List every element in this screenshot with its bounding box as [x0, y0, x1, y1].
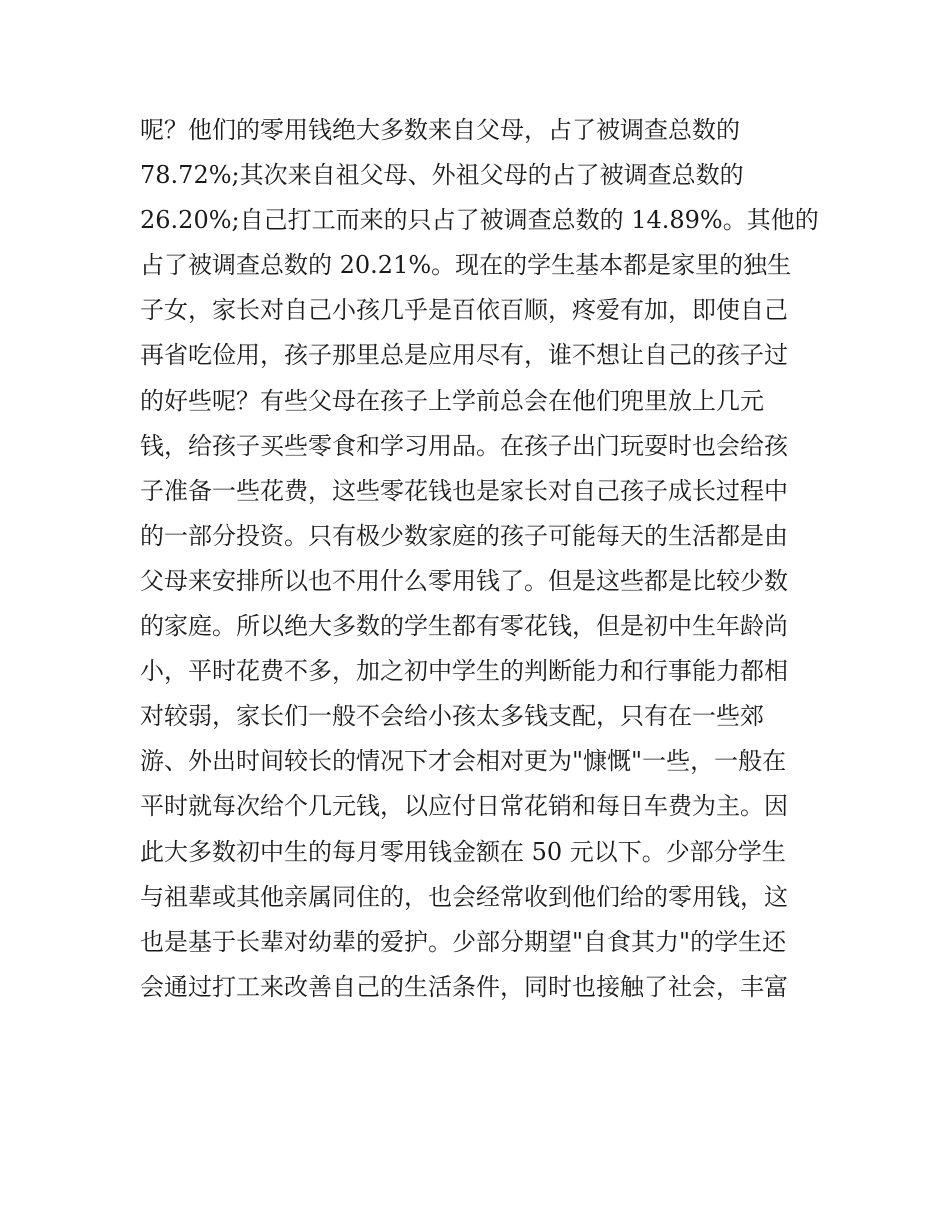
text-line: 78.72%;其次来自祖父母、外祖父母的占了被调查总数的: [140, 161, 744, 190]
text-line: 与祖辈或其他亲属同住的，也会经常收到他们给的零用钱，这: [140, 882, 788, 911]
text-line: 父母来安排所以也不用什么零用钱了。但是这些都是比较少数: [140, 566, 788, 595]
text-line: 的家庭。所以绝大多数的学生都有零花钱，但是初中生年龄尚: [140, 612, 788, 641]
text-line: 钱，给孩子买些零食和学习用品。在孩子出门玩耍时也会给孩: [140, 431, 788, 460]
text-line: 小，平时花费不多，加之初中学生的判断能力和行事能力都相: [140, 657, 788, 686]
text-line: 平时就每次给个几元钱，以应付日常花销和每日车费为主。因: [140, 792, 788, 821]
text-line: 的一部分投资。只有极少数家庭的孩子可能每天的生活都是由: [140, 521, 788, 550]
text-line: 对较弱，家长们一般不会给小孩太多钱支配，只有在一些郊: [140, 702, 764, 731]
text-line: 26.20%;自己打工而来的只占了被调查总数的 14.89%。其他的: [140, 206, 819, 235]
text-line: 占了被调查总数的 20.21%。现在的学生基本都是家里的独生: [140, 251, 792, 280]
text-line: 再省吃俭用，孩子那里总是应用尽有，谁不想让自己的孩子过: [140, 341, 788, 370]
text-line: 呢？他们的零用钱绝大多数来自父母，占了被调查总数的: [140, 116, 740, 144]
text-line: 也是基于长辈对幼辈的爱护。少部分期望"自食其力"的学生还: [140, 927, 787, 956]
text-line: 子准备一些花费，这些零花钱也是家长对自己孩子成长过程中: [140, 476, 788, 505]
text-line: 会通过打工来改善自己的生活条件，同时也接触了社会，丰富: [140, 972, 788, 1001]
text-line: 游、外出时间较长的情况下才会相对更为"慷慨"一些，一般在: [140, 747, 787, 776]
text-line: 子女，家长对自己小孩几乎是百依百顺，疼爱有加，即使自己: [140, 296, 788, 325]
body-paragraph: [140, 108, 820, 1010]
text-line: 的好些呢？有些父母在孩子上学前总会在他们兜里放上几元: [140, 386, 764, 415]
text-line: 此大多数初中生的每月零用钱金额在 50 元以下。少部分学生: [140, 837, 786, 866]
